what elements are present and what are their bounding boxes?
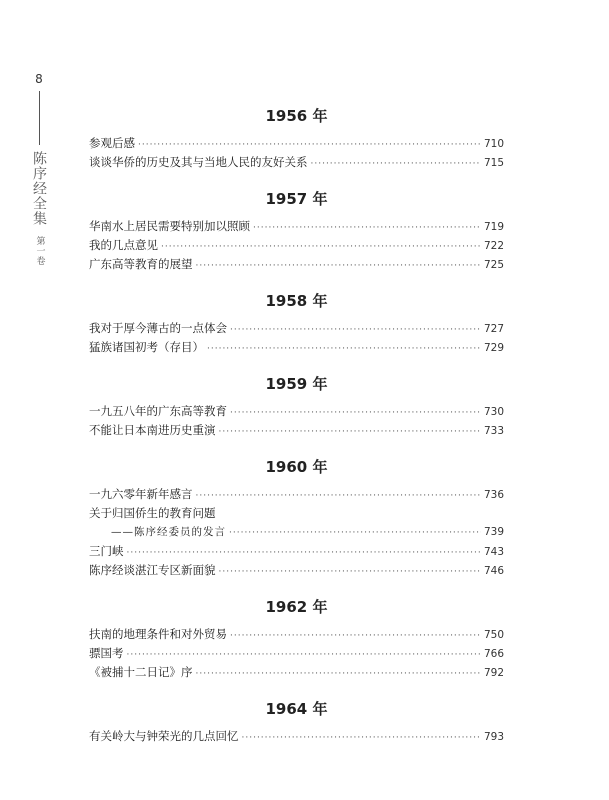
toc-entry[interactable] [89, 485, 504, 504]
entry-page-number: 725 [483, 259, 504, 271]
toc-entry[interactable] [89, 523, 504, 542]
dot-leader [230, 404, 481, 423]
dot-leader [230, 627, 481, 646]
toc-entry[interactable] [89, 421, 504, 440]
toc-entry[interactable] [89, 561, 504, 580]
toc-entry[interactable] [89, 542, 504, 561]
dot-leader [219, 563, 481, 582]
entry-title: 不能让日本南进历史重演 [89, 423, 216, 437]
toc-entry[interactable] [89, 663, 504, 682]
entry-page-number: 750 [483, 629, 504, 641]
dot-leader [196, 665, 481, 684]
toc-entry[interactable] [89, 319, 504, 338]
year-heading: 1956 年 [265, 107, 328, 125]
dot-leader [229, 524, 481, 543]
entry-page-number: 729 [483, 342, 504, 354]
toc-section [89, 589, 504, 682]
entry-title: ——陈序经委员的发言 [111, 526, 226, 538]
toc-section [89, 98, 504, 172]
entry-title: 《被捕十二日记》序 [89, 665, 193, 679]
entry-title: 我对于厚今薄古的一点体会 [89, 321, 227, 335]
dot-leader [161, 238, 481, 257]
toc-section [89, 283, 504, 357]
toc-entry[interactable] [89, 153, 504, 172]
entry-page-number: 792 [483, 667, 504, 679]
dot-leader [242, 729, 481, 748]
toc-entry[interactable] [89, 504, 504, 523]
year-heading: 1958 年 [265, 292, 328, 310]
toc-section [89, 449, 504, 580]
year-heading: 1960 年 [265, 458, 328, 476]
entry-page-number: 743 [483, 546, 504, 558]
entry-page-number: 722 [483, 240, 504, 252]
year-heading: 1957 年 [265, 190, 328, 208]
dot-leader [253, 219, 481, 238]
dot-leader [230, 321, 481, 340]
dot-leader [207, 340, 481, 359]
entry-title: 一九五八年的广东高等教育 [89, 404, 227, 418]
dot-leader [196, 487, 481, 506]
entry-page-number: 727 [483, 323, 504, 335]
entry-title: 谈谈华侨的历史及其与当地人民的友好关系 [89, 155, 308, 169]
entry-title: 一九六零年新年感言 [89, 487, 193, 501]
dot-leader [311, 155, 481, 174]
dot-leader [127, 646, 481, 665]
entry-page-number: 746 [483, 565, 504, 577]
toc-entry[interactable] [89, 236, 504, 255]
header-divider [39, 91, 40, 145]
entry-page-number: 715 [483, 157, 504, 169]
entry-title: 参观后感 [89, 136, 135, 150]
dot-leader [219, 423, 481, 442]
entry-page-number: 719 [483, 221, 504, 233]
entry-title: 猛族诸国初考（存目） [89, 340, 204, 354]
running-header [28, 72, 50, 266]
entry-title: 华南水上居民需要特别加以照顾 [89, 219, 250, 233]
entry-page-number: 730 [483, 406, 504, 418]
dot-leader [138, 136, 481, 155]
entry-page-number: 739 [483, 526, 504, 538]
entry-title: 扶南的地理条件和对外贸易 [89, 627, 227, 641]
toc-entry[interactable] [89, 644, 504, 663]
toc-entry[interactable] [89, 134, 504, 153]
toc-entry[interactable] [89, 338, 504, 357]
entry-title: 关于归国侨生的教育问题 [89, 506, 216, 520]
year-heading: 1962 年 [265, 598, 328, 616]
entry-page-number: 736 [483, 489, 504, 501]
toc-entry[interactable] [89, 255, 504, 274]
year-heading: 1964 年 [265, 700, 328, 718]
year-heading: 1959 年 [265, 375, 328, 393]
toc-entry[interactable] [89, 217, 504, 236]
toc-entry[interactable] [89, 625, 504, 644]
entry-title: 我的几点意见 [89, 238, 158, 252]
page-number: 8 [35, 72, 43, 86]
dot-leader [127, 544, 481, 563]
toc-section [89, 181, 504, 274]
entry-page-number: 733 [483, 425, 504, 437]
toc-entry[interactable] [89, 727, 504, 746]
entry-title: 有关岭大与钟荣光的几点回忆 [89, 729, 239, 743]
toc-section [89, 691, 504, 746]
toc-section [89, 366, 504, 440]
entry-title: 骠国考 [89, 646, 124, 660]
entry-page-number: 793 [483, 731, 504, 743]
volume-label: 第一卷 [34, 236, 45, 266]
toc-entry[interactable] [89, 402, 504, 421]
dot-leader [196, 257, 481, 276]
entry-page-number: 766 [483, 648, 504, 660]
entry-title: 广东高等教育的展望 [89, 257, 193, 271]
entry-page-number: 710 [483, 138, 504, 150]
book-title: 陈序经全集 [31, 151, 47, 226]
entry-title: 陈序经谈湛江专区新面貌 [89, 563, 216, 577]
entry-title: 三门峡 [89, 544, 124, 558]
table-of-contents [89, 98, 504, 746]
